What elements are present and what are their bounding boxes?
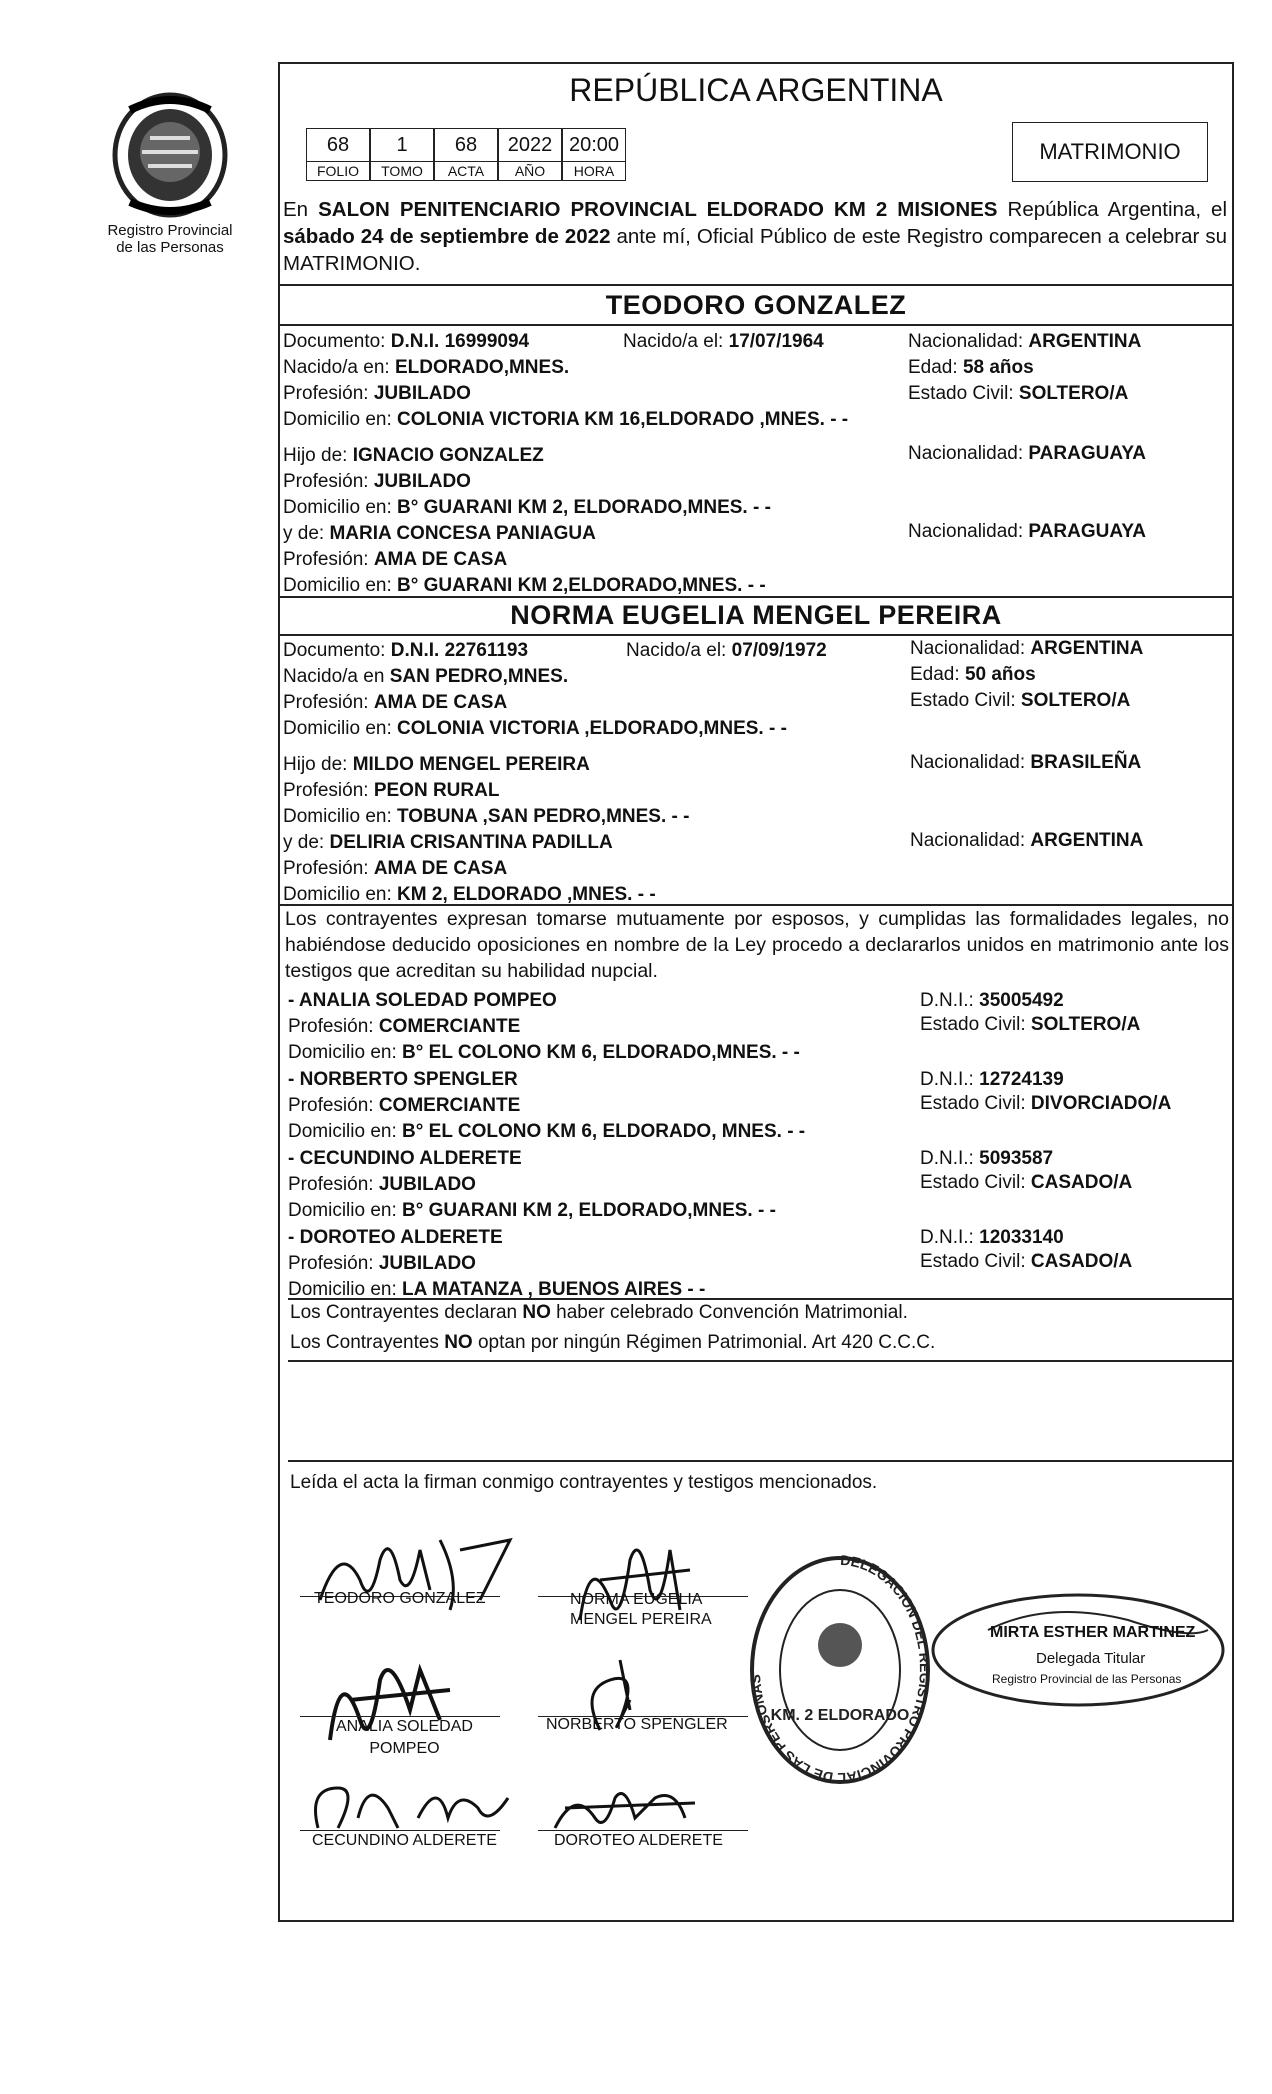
spouse2-father: Hijo de: MILDO MENGEL PEREIRA — [283, 754, 590, 775]
witness-profession: Profesión: COMERCIANTE — [288, 1095, 521, 1116]
spouse1-father-profession: Profesión: JUBILADO — [283, 471, 471, 492]
spouse1-father: Hijo de: IGNACIO GONZALEZ — [283, 445, 544, 466]
spouse2-father-address: Domicilio en: TOBUNA ,SAN PEDRO,MNES. - - — [283, 806, 690, 827]
signature-doroteo — [545, 1778, 705, 1838]
spouse2-nationality: Nacionalidad: ARGENTINA — [910, 638, 1144, 659]
declaration-paragraph: Los contrayentes expresan tomarse mutuamente por esposos, y cumplidas las formalidades legales, no habiéndose deducido oposiciones en nombre de la Ley procedo a declararlos unidos en matrimonio ante los testigos que acreditan su habilidad nupcial. — [285, 908, 1229, 982]
spouse2-age: Edad: 50 años — [910, 664, 1036, 685]
province-seal-logo — [110, 90, 230, 220]
spouse1-profession: Profesión: JUBILADO — [283, 383, 471, 404]
witness-address: Domicilio en: B° EL COLONO KM 6, ELDORADO, MNES. - - — [288, 1121, 806, 1142]
spouse2-birthplace: Nacido/a en SAN PEDRO,MNES. — [283, 666, 569, 687]
spouse1-nationality: Nacionalidad: ARGENTINA — [908, 331, 1142, 352]
spouse1-civil: Estado Civil: SOLTERO/A — [908, 383, 1129, 404]
divider — [278, 596, 1234, 598]
signature-label-norberto: NORBERTO SPENGLER — [546, 1716, 728, 1733]
spouse2-mother-profession: Profesión: AMA DE CASA — [283, 858, 508, 879]
header-field-hora-label: HORA — [562, 162, 626, 181]
convention-note: Los Contrayentes declaran NO haber celebrado Convención Matrimonial. — [290, 1302, 908, 1323]
divider — [278, 324, 1234, 326]
witness-dni: D.N.I.: 12724139 — [920, 1069, 1064, 1090]
svg-text:KM. 2 ELDORADO: KM. 2 ELDORADO — [770, 1707, 910, 1724]
spouse2-father-nationality: Nacionalidad: BRASILEÑA — [910, 752, 1142, 773]
witness-civil-status: Estado Civil: CASADO/A — [920, 1251, 1133, 1272]
witness-address: Domicilio en: B° GUARANI KM 2, ELDORADO,MNES. - - — [288, 1200, 776, 1221]
header-field-folio-value: 68 — [306, 128, 370, 162]
witness-address: Domicilio en: LA MATANZA , BUENOS AIRES - - — [288, 1279, 706, 1300]
spouse2-mother-nationality: Nacionalidad: ARGENTINA — [910, 830, 1144, 851]
witness-name: - DOROTEO ALDERETE — [288, 1227, 503, 1248]
witness-civil-status: Estado Civil: SOLTERO/A — [920, 1014, 1141, 1035]
spouse1-born: Nacido/a el: 17/07/1964 — [623, 331, 824, 352]
witness-dni: D.N.I.: 12033140 — [920, 1227, 1064, 1248]
signature-label-doroteo: DOROTEO ALDERETE — [554, 1832, 723, 1849]
header-field-tomo-label: TOMO — [370, 162, 434, 181]
header-field-tomo-value: 1 — [370, 128, 434, 162]
spouse1-mother-address: Domicilio en: B° GUARANI KM 2,ELDORADO,MNES. - - — [283, 575, 766, 596]
witness-profession: Profesión: JUBILADO — [288, 1253, 476, 1274]
header-field-acta-value: 68 — [434, 128, 498, 162]
spouse2-address: Domicilio en: COLONIA VICTORIA ,ELDORADO,MNES. - - — [283, 718, 787, 739]
spouse1-mother: y de: MARIA CONCESA PANIAGUA — [283, 523, 596, 544]
spouse1-birthplace: Nacido/a en: ELDORADO,MNES. — [283, 357, 570, 378]
header-field-año-value: 2022 — [498, 128, 562, 162]
official-org: Registro Provincial de las Personas — [992, 1672, 1182, 1686]
spouse1-mother-nationality: Nacionalidad: PARAGUAYA — [908, 521, 1146, 542]
act-type-box: MATRIMONIO — [1012, 122, 1208, 182]
spouse1-father-address: Domicilio en: B° GUARANI KM 2, ELDORADO,MNES. - - — [283, 497, 771, 518]
witness-civil-status: Estado Civil: CASADO/A — [920, 1172, 1133, 1193]
country-title: REPÚBLICA ARGENTINA — [569, 72, 943, 108]
witness-name: - ANALIA SOLEDAD POMPEO — [288, 990, 557, 1011]
spouse2-name: NORMA EUGELIA MENGEL PEREIRA — [510, 600, 1002, 630]
intro-paragraph: En SALON PENITENCIARIO PROVINCIAL ELDORADO KM 2 MISIONES República Argentina, el sábado 24 de septiembre de 2022 ante mí, Oficial Público de este Registro comparecen a celebrar su MATRIMONIO. — [283, 198, 1227, 275]
spouse1-mother-profession: Profesión: AMA DE CASA — [283, 549, 508, 570]
spouse1-age: Edad: 58 años — [908, 357, 1034, 378]
registry-name: Registro Provincial de las Personas — [107, 222, 233, 256]
header-field-acta-label: ACTA — [434, 162, 498, 181]
closing-statement: Leída el acta la firman conmigo contrayentes y testigos mencionados. — [290, 1472, 878, 1493]
official-name: MIRTA ESTHER MARTINEZ — [990, 1624, 1196, 1641]
divider — [278, 284, 1234, 286]
header-field-hora-value: 20:00 — [562, 128, 626, 162]
divider — [288, 1298, 1234, 1300]
signature-label-teodoro: TEODORO GONZALEZ — [314, 1590, 486, 1607]
spouse1-address: Domicilio en: COLONIA VICTORIA KM 16,ELDORADO ,MNES. - - — [283, 409, 849, 430]
spouse2-doc: Documento: D.N.I. 22761193 — [283, 640, 529, 661]
spouse2-father-profession: Profesión: PEON RURAL — [283, 780, 500, 801]
signature-label-analia: ANALIA SOLEDAD POMPEO — [336, 1718, 473, 1757]
witness-name: - NORBERTO SPENGLER — [288, 1069, 518, 1090]
regime-note: Los Contrayentes NO optan por ningún Régimen Patrimonial. Art 420 C.C.C. — [290, 1332, 936, 1353]
signature-line — [300, 1830, 500, 1831]
official-stamp — [745, 1550, 935, 1790]
signature-label-cecundino: CECUNDINO ALDERETE — [312, 1832, 497, 1849]
signature-label-norma: NORMA EUGELIA MENGEL PEREIRA — [570, 1591, 712, 1628]
spouse1-name: TEODORO GONZALEZ — [605, 290, 907, 320]
divider — [278, 634, 1234, 636]
witness-civil-status: Estado Civil: DIVORCIADO/A — [920, 1093, 1172, 1114]
divider — [288, 1360, 1234, 1362]
official-title: Delegada Titular — [1036, 1650, 1146, 1667]
spouse2-mother-address: Domicilio en: KM 2, ELDORADO ,MNES. - - — [283, 884, 656, 905]
spouse2-profession: Profesión: AMA DE CASA — [283, 692, 508, 713]
spouse2-mother: y de: DELIRIA CRISANTINA PADILLA — [283, 832, 613, 853]
witness-address: Domicilio en: B° EL COLONO KM 6, ELDORADO,MNES. - - — [288, 1042, 800, 1063]
svg-text:DELEGACION DEL REGISTRO PROVIN: DELEGACION DEL REGISTRO PROVINCIAL DE LAS PERSONAS — [746, 1551, 933, 1787]
witness-dni: D.N.I.: 35005492 — [920, 990, 1064, 1011]
spouse2-civil: Estado Civil: SOLTERO/A — [910, 690, 1131, 711]
witness-dni: D.N.I.: 5093587 — [920, 1148, 1054, 1169]
header-field-año-label: AÑO — [498, 162, 562, 181]
witness-name: - CECUNDINO ALDERETE — [288, 1148, 522, 1169]
divider — [288, 1460, 1234, 1462]
spouse1-father-nationality: Nacionalidad: PARAGUAYA — [908, 443, 1146, 464]
header-field-folio-label: FOLIO — [306, 162, 370, 181]
spouse2-born: Nacido/a el: 07/09/1972 — [626, 640, 827, 661]
signature-cecundino — [298, 1768, 518, 1838]
signature-line — [538, 1830, 748, 1831]
spouse1-doc: Documento: D.N.I. 16999094 — [283, 331, 530, 352]
witness-profession: Profesión: JUBILADO — [288, 1174, 476, 1195]
witness-profession: Profesión: COMERCIANTE — [288, 1016, 521, 1037]
